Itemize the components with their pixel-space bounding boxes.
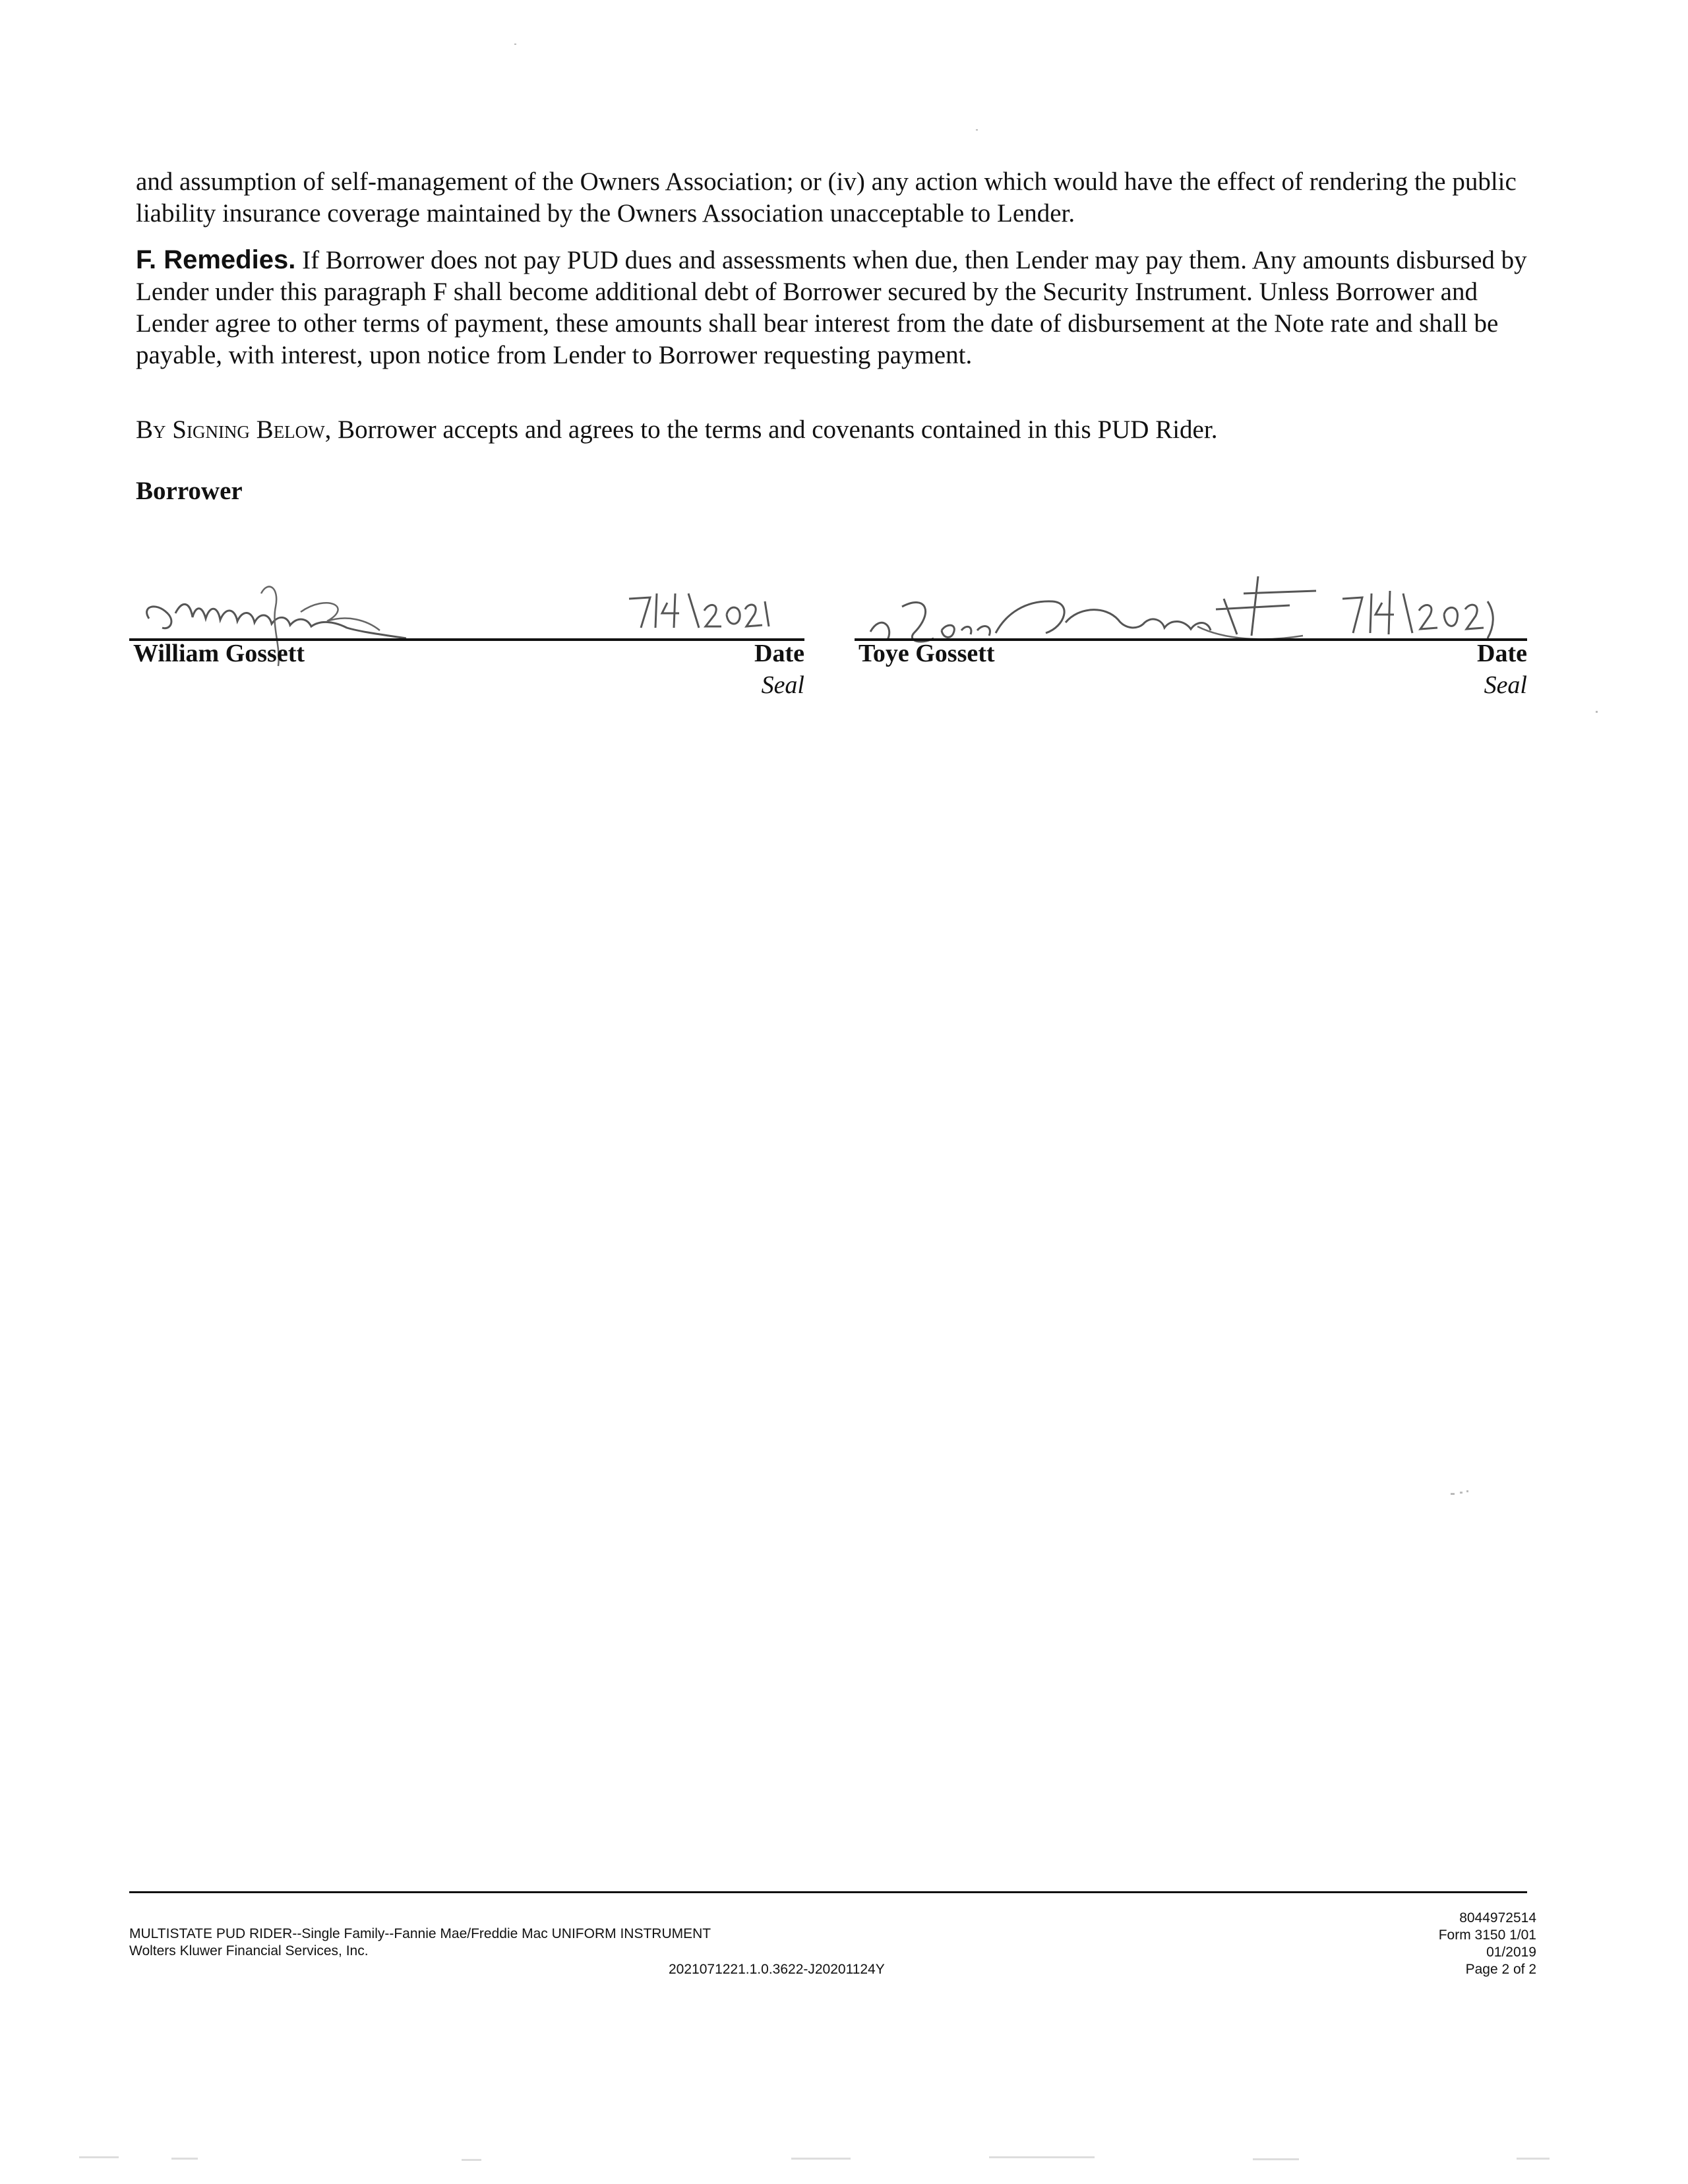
form-date: 01/2019: [1486, 1945, 1536, 1960]
signing-text: Borrower accepts and agrees to the terms and covenants contained in this PUD Rider.: [331, 415, 1218, 444]
signer-name: Toye Gossett: [859, 640, 995, 667]
date-label: Date: [1477, 640, 1527, 667]
seal-label: Seal: [761, 671, 804, 699]
page-number: Page 2 of 2: [1465, 1962, 1536, 1977]
form-number: Form 3150 1/01: [1438, 1927, 1536, 1943]
date-label: Date: [754, 640, 804, 667]
seal-label: Seal: [1484, 671, 1527, 699]
continued-paragraph: and assumption of self-management of the Owners Association; or (iv) any action which would have the effect of rendering the public liability insurance coverage maintained by the Owners Association unacceptable to Lender.: [136, 167, 1517, 228]
footer-line1: MULTISTATE PUD RIDER--Single Family--Fannie Mae/Freddie Mac UNIFORM INSTRUMENT: [129, 1926, 711, 1941]
remedies-text: If Borrower does not pay PUD dues and assessments when due, then Lender may pay them. Any amounts disbursed by Lender under this paragraph F shall become additional debt of Borrower secured by the Security Instrument. Unless Borrower and Lender agree to other terms of payment, these amounts shall bear interest from the date of disbursement at the Note rate and shall be payable, with interest, upon notice from Lender to Borrower requesting payment.: [136, 246, 1527, 369]
signer-name: William Gossett: [133, 640, 305, 667]
remedies-heading: F. Remedies.: [136, 245, 296, 274]
loan-number: 8044972514: [1459, 1910, 1536, 1926]
borrower-heading: Borrower: [136, 477, 243, 505]
footer-line2: Wolters Kluwer Financial Services, Inc.: [129, 1943, 369, 1958]
signing-lead: By Signing Below,: [136, 415, 332, 444]
footer-doc-code: 2021071221.1.0.3622-J20201124Y: [669, 1962, 885, 1977]
